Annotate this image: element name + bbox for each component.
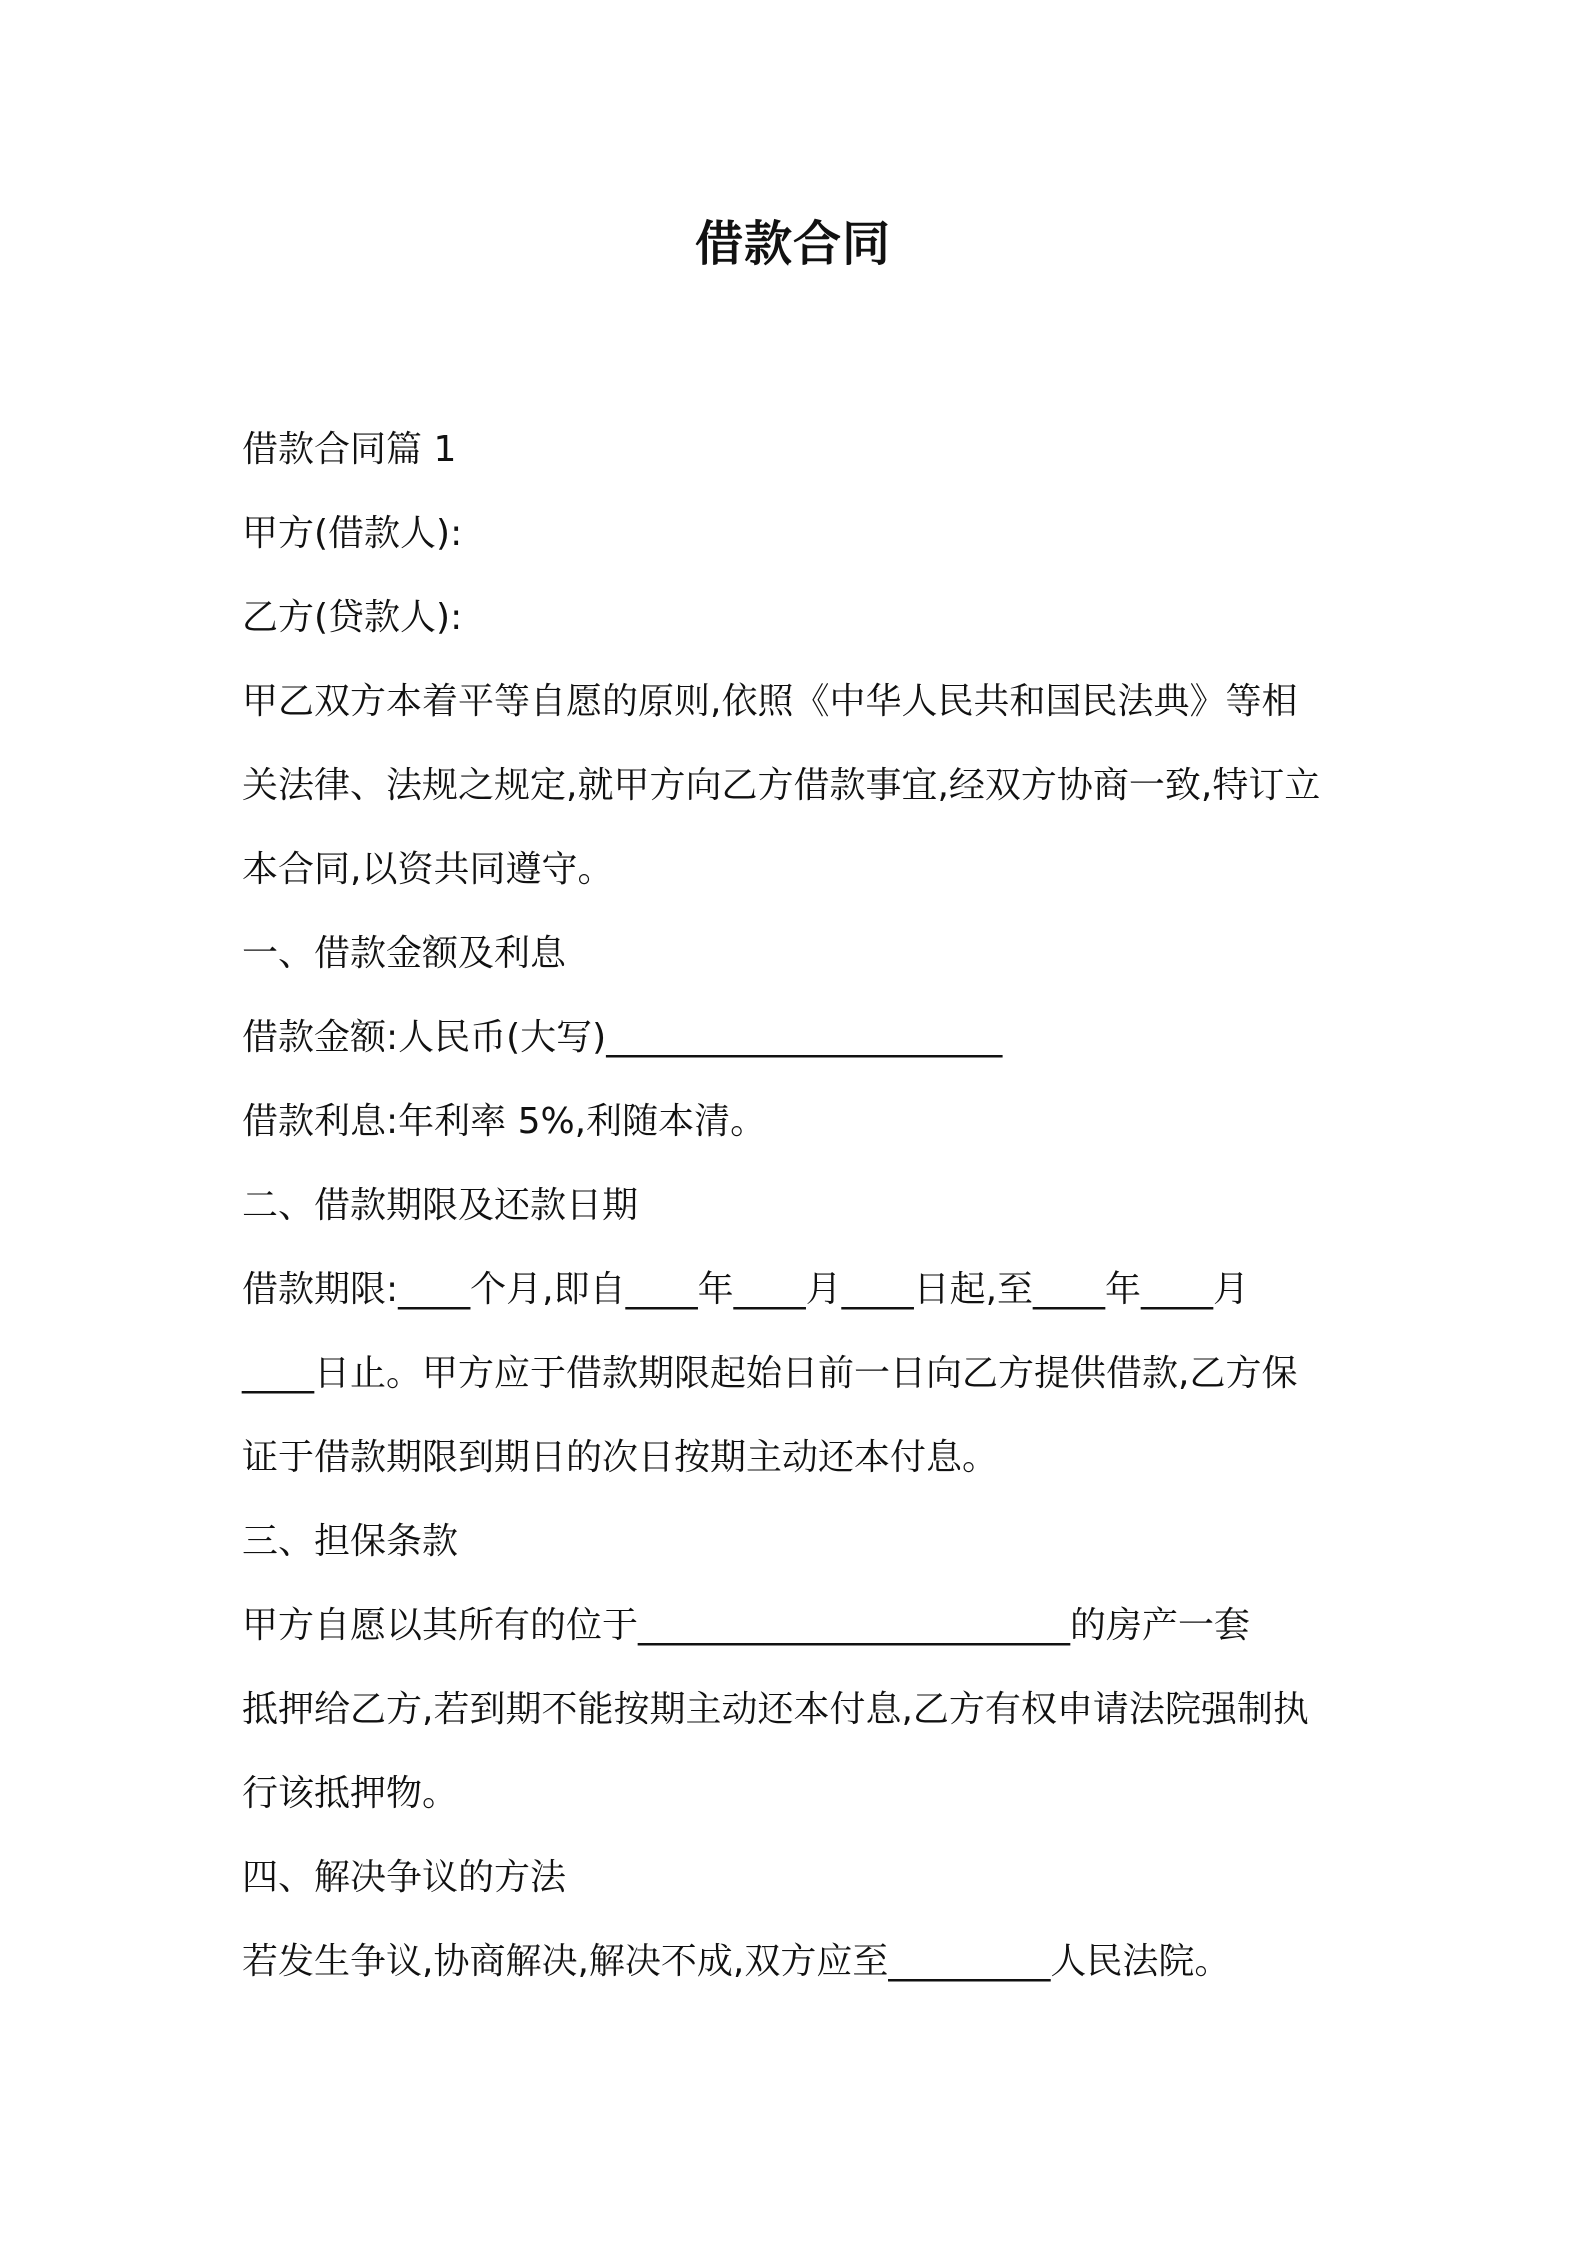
document-body [242,408,1362,2004]
clause-2-heading: 二、借款期限及还款日期 [242,1185,639,1226]
loan-term-line-3: 证于借款期限到期日的次日按期主动还本付息。 [242,1437,999,1478]
loan-term-line-2: ____日止。甲方应于借款期限起始日前一日向乙方提供借款,乙方保 [242,1353,1298,1394]
clause-3-heading: 三、担保条款 [242,1521,459,1562]
preamble-line-3: 本合同,以资共同遵守。 [242,849,614,890]
party-b-line: 乙方(贷款人): [242,597,463,638]
party-a-line: 甲方(借款人): [242,513,463,554]
loan-interest-line: 借款利息:年利率 5%,利随本清。 [242,1101,767,1142]
dispute-line: 若发生争议,协商解决,解决不成,双方应至_________人民法院。 [242,1941,1231,1982]
guarantee-line-3: 行该抵押物。 [242,1773,459,1814]
guarantee-line-2: 抵押给乙方,若到期不能按期主动还本付息,乙方有权申请法院强制执 [242,1689,1309,1730]
guarantee-line-1: 甲方自愿以其所有的位于________________________的房产一套 [242,1605,1251,1646]
clause-4-heading: 四、解决争议的方法 [242,1857,567,1898]
document-title: 借款合同 [694,216,891,272]
preamble-line-1: 甲乙双方本着平等自愿的原则,依照《中华人民共和国民法典》等相 [242,681,1298,722]
clause-1-heading: 一、借款金额及利息 [242,933,567,974]
section-heading: 借款合同篇 1 [242,429,457,470]
loan-term-line-1: 借款期限:____个月,即自____年____月____日起,至____年____月 [242,1269,1250,1310]
preamble-line-2: 关法律、法规之规定,就甲方向乙方借款事宜,经双方协商一致,特订立 [242,765,1321,806]
loan-amount-line: 借款金额:人民币(大写)______________________ [242,1017,1003,1058]
